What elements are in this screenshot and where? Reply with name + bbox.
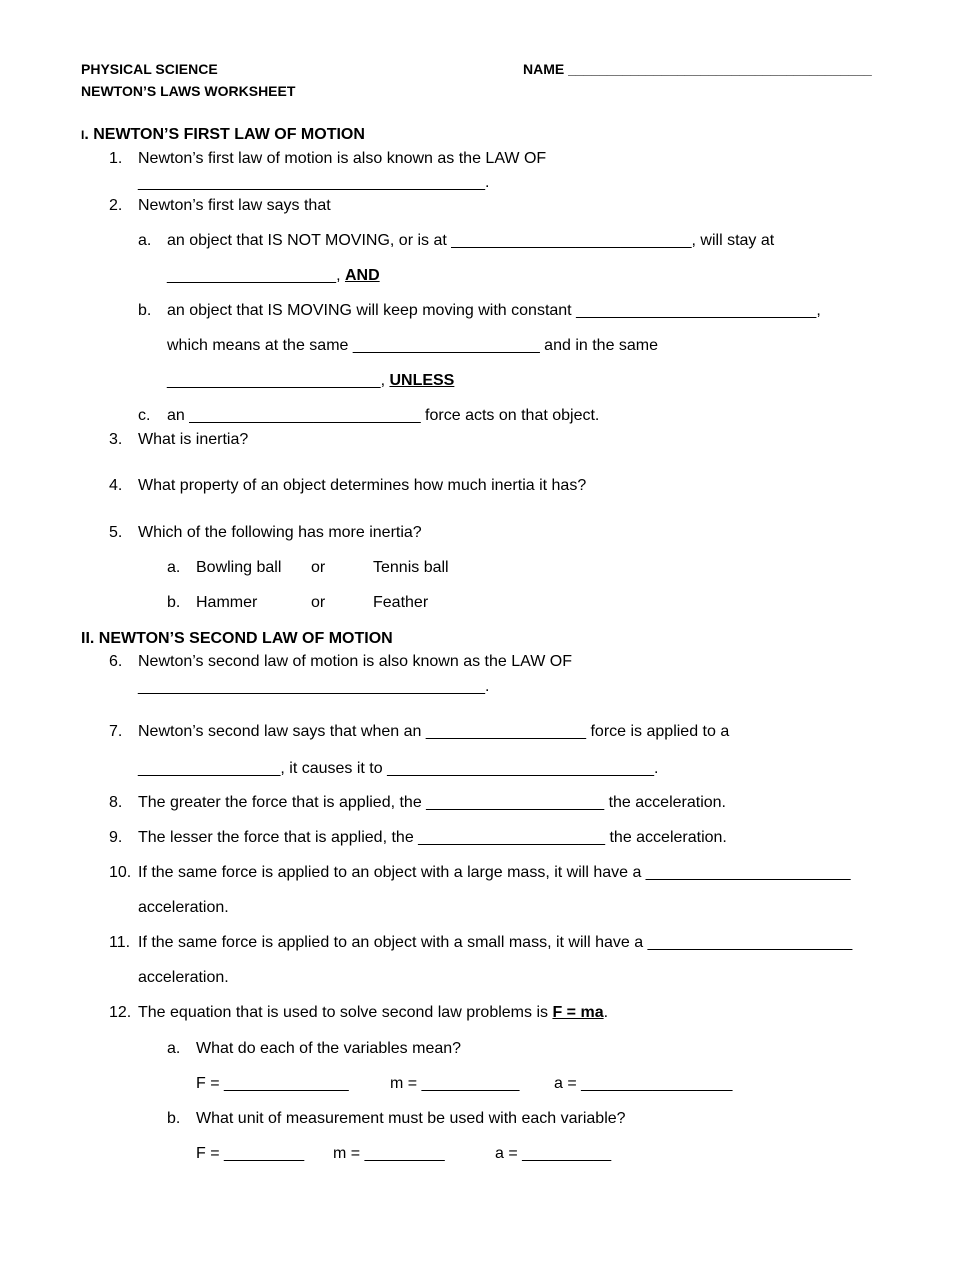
equation: F = ma [552, 1004, 604, 1021]
q5a-or: or [311, 559, 326, 576]
q12a-a-blank[interactable]: a = _________________ [554, 1075, 733, 1092]
q2a-label: a. [138, 232, 152, 249]
q9-text: The lesser the force that is applied, the _____________________ the acceleration. [138, 829, 727, 846]
q5b-item1: Hammer [196, 594, 258, 611]
q5-text: Which of the following has more inertia? [138, 524, 422, 541]
q4-number: 4. [109, 477, 123, 494]
q2b-label: b. [138, 302, 152, 319]
q7-number: 7. [109, 723, 123, 740]
q2a-blank[interactable]: ___________________, [167, 267, 345, 284]
course-title: PHYSICAL SCIENCE [81, 61, 218, 77]
q12b-label: b. [167, 1110, 181, 1127]
and-keyword: AND [344, 267, 380, 284]
q12-line [138, 1003, 608, 1023]
q12a-m-blank[interactable]: m = ___________ [390, 1075, 520, 1092]
name-field[interactable]: NAME _______________________________________ [523, 61, 872, 77]
q12b-text: What unit of measurement must be used with each variable? [196, 1110, 626, 1127]
q2a-text: an object that IS NOT MOVING, or is at ___________________________, will stay at [167, 232, 775, 249]
unless-keyword: UNLESS [389, 372, 455, 389]
q2b-continuation-1: which means at the same _____________________ and in the same [167, 337, 659, 354]
q1-blank[interactable]: _______________________________________. [138, 174, 490, 191]
q12-period: . [603, 1004, 609, 1021]
q12-number: 12. [109, 1004, 132, 1021]
q2c-text: an __________________________ force acts on that object. [167, 407, 600, 424]
q2b-blank[interactable]: ________________________, [167, 372, 390, 389]
q7-text: Newton’s second law says that when an __________________ force is applied to a [138, 723, 730, 740]
q6-number: 6. [109, 653, 123, 670]
q2b-text: an object that IS MOVING will keep moving with constant ___________________________, [167, 302, 821, 319]
q2b-continuation-2 [167, 371, 454, 391]
q4-text: What property of an object determines how much inertia it has? [138, 477, 587, 494]
q8-number: 8. [109, 794, 123, 811]
section1-heading [81, 125, 365, 145]
q12b-a-blank[interactable]: a = __________ [495, 1145, 612, 1162]
q11-text: If the same force is applied to an object with a small mass, it will have a _______________________ [138, 934, 853, 951]
q12b-f-blank[interactable]: F = _________ [196, 1145, 305, 1162]
section1-numeral: I [81, 128, 85, 142]
q1-number: 1. [109, 150, 123, 167]
q1-text: Newton’s first law of motion is also known as the LAW OF [138, 150, 547, 167]
q5b-or: or [311, 594, 326, 611]
q2c-label: c. [138, 407, 151, 424]
q10-continuation: acceleration. [138, 899, 229, 916]
q12-text: The equation that is used to solve second law problems is [138, 1004, 553, 1021]
q6-text: Newton’s second law of motion is also known as the LAW OF [138, 653, 572, 670]
q11-number: 11. [109, 934, 131, 951]
worksheet-title: NEWTON’S LAWS WORKSHEET [81, 83, 296, 99]
q5b-item2: Feather [373, 594, 429, 611]
q7-continuation[interactable]: ________________, it causes it to ______________________________. [138, 760, 659, 777]
q5a-item2: Tennis ball [373, 559, 449, 576]
q2-text: Newton’s first law says that [138, 197, 331, 214]
q6-blank[interactable]: _______________________________________. [138, 678, 490, 695]
q12b-m-blank[interactable]: m = _________ [333, 1145, 445, 1162]
q12a-f-blank[interactable]: F = ______________ [196, 1075, 349, 1092]
q10-number: 10. [109, 864, 132, 881]
section1-title: . NEWTON’S FIRST LAW OF MOTION [84, 126, 365, 143]
q5a-item1: Bowling ball [196, 559, 282, 576]
q12a-label: a. [167, 1040, 181, 1057]
q3-text: What is inertia? [138, 431, 249, 448]
q11-continuation: acceleration. [138, 969, 229, 986]
q2-number: 2. [109, 197, 123, 214]
q9-number: 9. [109, 829, 123, 846]
q2a-continuation [167, 266, 380, 286]
section2-heading: II. NEWTON’S SECOND LAW OF MOTION [81, 630, 393, 647]
q5b-label: b. [167, 594, 181, 611]
q8-text: The greater the force that is applied, the ____________________ the acceleration. [138, 794, 726, 811]
q5a-label: a. [167, 559, 181, 576]
q5-number: 5. [109, 524, 123, 541]
q12a-text: What do each of the variables mean? [196, 1040, 462, 1057]
q10-text: If the same force is applied to an object with a large mass, it will have a _______________________ [138, 864, 851, 881]
q3-number: 3. [109, 431, 123, 448]
